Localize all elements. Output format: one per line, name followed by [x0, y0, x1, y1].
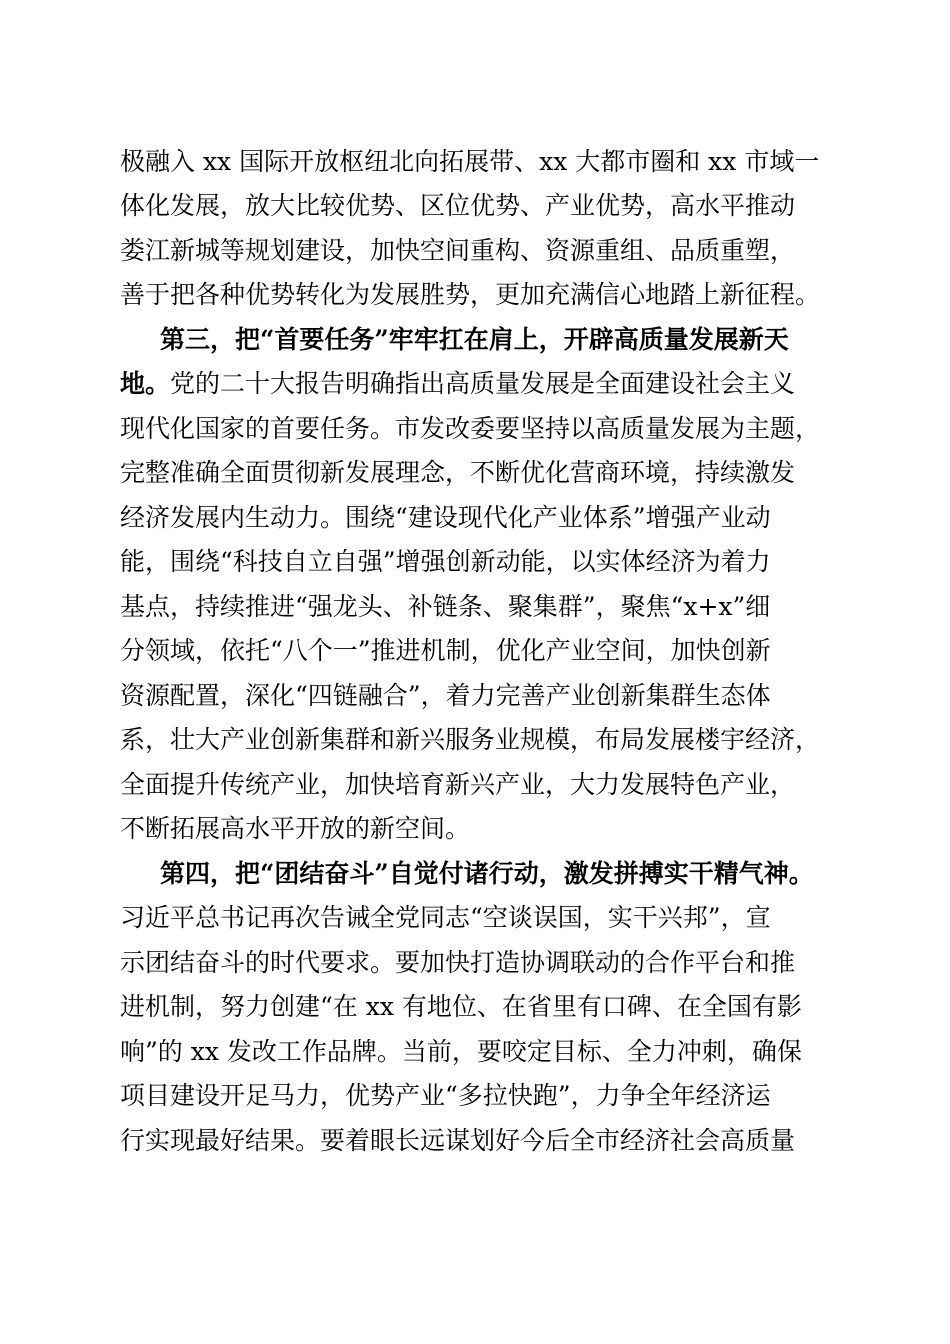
- body-text-line: 系，壮大产业创新集群和新兴服务业规模，布局发展楼宇经济，: [120, 725, 821, 754]
- body-text-segment: 党的二十大报告明确指出高质量发展是全面建设社会主义: [170, 369, 796, 398]
- body-text-line: 不断拓展高水平开放的新空间。: [120, 814, 471, 843]
- body-text-line: 全面提升传统产业，加快培育新兴产业，大力发展特色产业，: [120, 770, 796, 799]
- body-text-line: 行实现最好结果。要着眼长远谋划好今后全市经济社会高质量: [120, 1126, 796, 1155]
- body-text-line: 现代化国家的首要任务。市发改委要坚持以高质量发展为主题，: [120, 414, 821, 443]
- body-text-line: 基点，持续推进“强龙头、补链条、聚集群”，聚焦“x+x”细: [120, 592, 771, 621]
- body-text-line: 进机制，努力创建“在 xx 有地位、在省里有口碑、在全国有影: [120, 992, 802, 1021]
- body-text-line: 响”的 xx 发改工作品牌。当前，要咬定目标、全力冲刺，确保: [120, 1037, 802, 1066]
- body-text-line: 习近平总书记再次告诫全党同志“空谈误国，实干兴邦”，宣: [120, 903, 771, 932]
- section-heading-third-end: 地。: [120, 369, 171, 398]
- body-text-line: 完整准确全面贯彻新发展理念，不断优化营商环境，持续激发: [120, 458, 796, 487]
- body-text-line: 能，围绕“科技自立自强”增强创新动能，以实体经济为着力: [120, 547, 771, 576]
- body-text-line: 资源配置，深化“四链融合”，着力完善产业创新集群生态体: [120, 681, 771, 710]
- body-text-line: 经济发展内生动力。围绕“建设现代化产业体系”增强产业动: [120, 503, 771, 532]
- body-text-line: 娄江新城等规划建设，加快空间重构、资源重组、品质重塑，: [120, 236, 796, 265]
- section-heading-fourth: 第四，把“团结奋斗”自觉付诸行动，激发拼搏实干精气神。: [160, 859, 814, 888]
- body-text-line: [120, 362, 795, 406]
- body-text-line: 极融入 xx 国际开放枢纽北向拓展带、xx 大都市圈和 xx 市域一: [120, 147, 820, 176]
- body-text-line: 体化发展，放大比较优势、区位优势、产业优势，高水平推动: [120, 191, 796, 220]
- body-text-line: 善于把各种优势转化为发展胜势，更加充满信心地踏上新征程。: [120, 280, 821, 309]
- body-text-line: 分领域，依托“八个一”推进机制，优化产业空间，加快创新: [120, 636, 771, 665]
- body-text-line: 项目建设开足马力，优势产业“多拉快跑”，力争全年经济运: [120, 1081, 771, 1110]
- body-text-line: 示团结奋斗的时代要求。要加快打造协调联动的合作平台和推: [120, 948, 796, 977]
- section-heading-third: 第三，把“首要任务”牢牢扛在肩上，开辟高质量发展新天: [160, 325, 789, 354]
